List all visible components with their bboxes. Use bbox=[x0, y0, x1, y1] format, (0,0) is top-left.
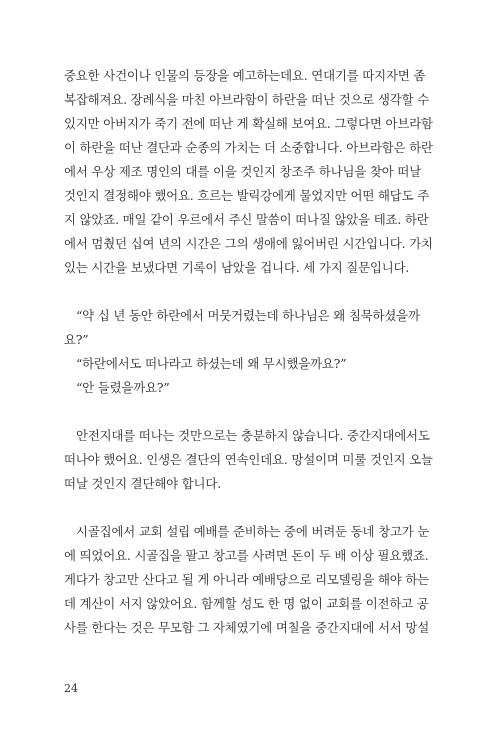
body-text-line: 중요한 사건이나 인물의 등장을 예고하는데요. 연대기를 따지자면 좀 bbox=[64, 68, 426, 83]
body-text-line: 있는 시간을 보냈다면 기록이 남았을 겁니다. 세 가지 질문입니다. bbox=[64, 260, 410, 275]
body-text-line: 지 않았죠. 매일 같이 우르에서 주신 말씀이 떠나질 않았을 테죠. 하란 bbox=[64, 212, 429, 227]
body-text-line: 떠날 것인지 결단해야 합니다. bbox=[64, 476, 221, 491]
body-text-line: 있지만 아버지가 죽기 전에 떠난 게 확실해 보여요. 그렇다면 아브라함 bbox=[64, 116, 433, 131]
body-text-line: 에서 멈췄던 십여 년의 시간은 그의 생애에 잃어버린 시간입니다. 가치 bbox=[64, 236, 433, 251]
quote-line: “약 십 년 동안 하란에서 머뭇거렸는데 하나님은 왜 침묵하셨을까 bbox=[76, 308, 420, 323]
quote-line: “안 들렸을까요?” bbox=[76, 380, 170, 395]
body-text-line: 것인지 결정해야 했어요. 흐르는 발릭강에게 물었지만 어떤 해답도 주 bbox=[64, 188, 430, 203]
body-text-line: 떠나야 했어요. 인생은 결단의 연속인데요. 망설이며 미룰 것인지 오늘 bbox=[64, 452, 433, 467]
body-text-line: 에 띄었어요. 시골집을 팔고 창고를 사려면 돈이 두 배 이상 필요했죠. bbox=[64, 548, 429, 563]
body-text-line: 안전지대를 떠나는 것만으로는 충분하지 않습니다. 중간지대에서도 bbox=[76, 428, 430, 443]
body-text-line: 사를 한다는 것은 무모함 그 자체였기에 며칠을 중간지대에 서서 망설 bbox=[64, 620, 430, 635]
body-text-line: 이 하란을 떠난 결단과 순종의 가치는 더 소중합니다. 아브라함은 하란 bbox=[64, 140, 433, 155]
body-text-line: 게다가 창고만 산다고 될 게 아니라 예배당으로 리모델링을 해야 하는 bbox=[64, 572, 430, 587]
body-text-line: 시골집에서 교회 설립 예배를 준비하는 중에 버려둔 동네 창고가 눈 bbox=[76, 524, 430, 539]
body-text-line: 에서 우상 제조 명인의 대를 이을 것인지 창조주 하나님을 찾아 떠날 bbox=[64, 164, 422, 179]
body-text-line: 복잡해져요. 장례식을 마친 아브라함이 하란을 떠난 것으로 생각할 수 bbox=[64, 92, 430, 107]
quote-line: “하란에서도 떠나라고 하셨는데 왜 무시했을까요?” bbox=[76, 356, 347, 371]
page-number: 24 bbox=[64, 682, 78, 695]
body-text-line: 데 계산이 서지 않았어요. 함께할 성도 한 명 없이 교회를 이전하고 공 bbox=[64, 596, 429, 611]
quote-line: 요?” bbox=[64, 332, 89, 347]
